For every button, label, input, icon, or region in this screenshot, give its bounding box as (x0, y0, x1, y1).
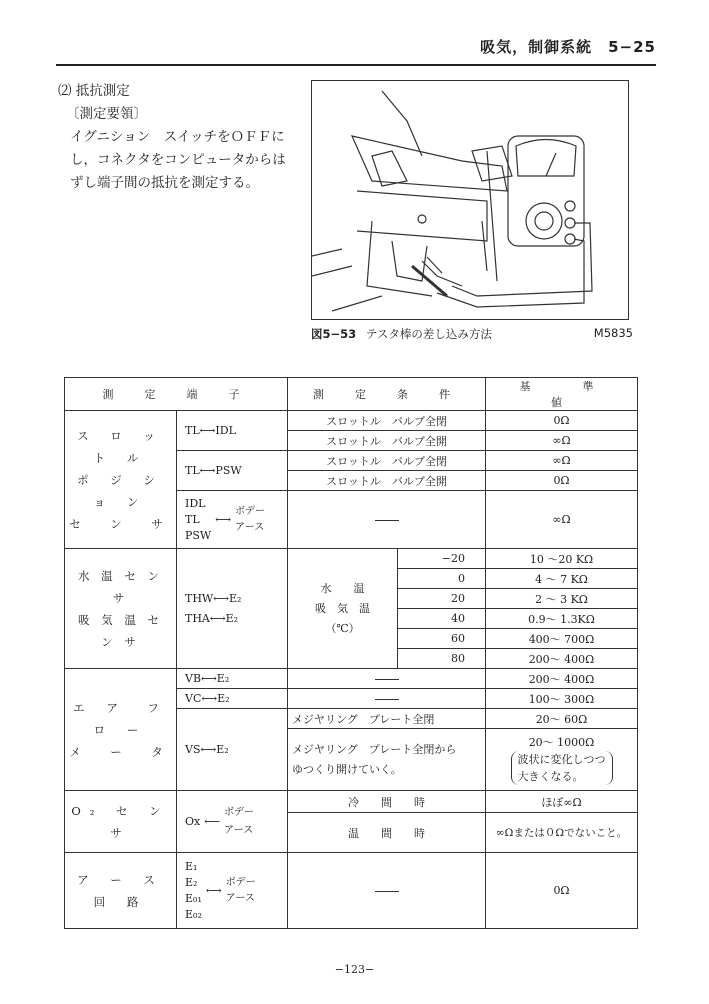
temp-value: −20 (398, 549, 486, 569)
sensor-line: セ ン サ (69, 516, 172, 531)
condition-none (288, 669, 486, 689)
standard-value: 400〜 700Ω (486, 629, 638, 649)
cond-line: メジヤリング プレート全閉から (292, 742, 457, 756)
temp-value: 0 (398, 569, 486, 589)
terminal: アース (224, 824, 254, 836)
condition: メジヤリング プレート全閉 (288, 709, 486, 729)
table-row (65, 669, 638, 689)
arrow-icon: ⟷ (205, 883, 222, 897)
terminal-pair: THA⟷E₂ (185, 611, 239, 625)
dash-icon (375, 891, 399, 892)
dash-icon (375, 699, 399, 700)
standard-value: 0.9〜 1.3KΩ (486, 609, 638, 629)
terminal-pair: VC⟷E₂ (177, 689, 288, 709)
cond-line: 吸 気 温 (315, 601, 370, 615)
terminal: アース (235, 521, 265, 533)
sensor-line: 吸 気 温 セ ン サ (78, 612, 163, 649)
sensor-name-ground: ア ー ス 回 路 (65, 853, 177, 929)
sensor-name-o2: O₂ セ ン サ (65, 791, 177, 853)
sensor-line: 水 温 セ ン サ (78, 568, 163, 605)
col-header-terminal: 測 定 端 子 (65, 378, 288, 411)
standard-value: ∞Ωまたは０Ωでないこと。 (486, 813, 638, 853)
terminal-group-body (177, 491, 288, 549)
value-line: 20〜 1000Ω (528, 736, 595, 749)
figure-caption-text: テスタ棒の差し込み方法 (365, 327, 492, 341)
table-row (65, 411, 638, 431)
terminal: PSW (185, 528, 212, 542)
terminal-pair: TL⟷IDL (177, 411, 288, 451)
section-heading (58, 80, 298, 103)
terminal-pair: VS⟷E₂ (177, 709, 288, 791)
terminal-pair: THW⟷E₂ (185, 591, 242, 605)
standard-value: 200〜 400Ω (486, 669, 638, 689)
sensor-name-throttle (65, 411, 177, 549)
sensor-line: エ ア フ ロ ー (73, 700, 168, 737)
table-row (65, 549, 638, 569)
sensor-line: メ ー タ (69, 744, 172, 759)
temp-value: 20 (398, 589, 486, 609)
terminal-pair: TL⟷PSW (177, 451, 288, 491)
dash-icon (375, 679, 399, 680)
table-row (65, 853, 638, 929)
condition: スロットル バルブ全開 (288, 471, 486, 491)
resistance-spec-table (64, 377, 646, 929)
condition: 冷 間 時 (288, 791, 486, 813)
terminal: アース (225, 892, 255, 904)
terminal-group-o2 (177, 791, 288, 853)
standard-value: 0Ω (486, 411, 638, 431)
condition-none (288, 689, 486, 709)
value-note: 波状に変化しつつ (517, 753, 606, 766)
terminal: E₂ (185, 875, 198, 889)
section-subtitle: 〔測定要領〕 (66, 106, 147, 122)
tester-illustration (311, 80, 629, 320)
temp-value: 60 (398, 629, 486, 649)
condition-none (288, 853, 486, 929)
col-header-condition: 測 定 条 件 (288, 378, 486, 411)
value-note: 大きくなる。 (517, 770, 584, 783)
table-header-row (65, 378, 638, 411)
header-rule (56, 64, 656, 66)
temp-value: 80 (398, 649, 486, 669)
figure-caption (311, 326, 633, 342)
sensor-name-airflow (65, 669, 177, 791)
terminal: E₀₁ (185, 891, 202, 905)
standard-value: 0Ω (486, 471, 638, 491)
standard-value: 100〜 300Ω (486, 689, 638, 709)
temp-value: 40 (398, 609, 486, 629)
sensor-line: ポ ジ シ ョ ン (77, 472, 164, 509)
cond-line: 水 温 (320, 581, 365, 595)
terminal-pairs-temp (177, 549, 288, 669)
standard-value-range (486, 729, 638, 791)
terminal: ボデー (225, 876, 256, 888)
terminal: IDL (185, 496, 206, 510)
figure-number: 図5−53 (311, 327, 357, 341)
section-title: 抵抗測定 (75, 83, 130, 99)
condition: スロットル バルブ全開 (288, 431, 486, 451)
standard-value: 2 〜 3 KΩ (486, 589, 638, 609)
col-header-standard: 基 準 値 (486, 378, 638, 411)
table-row (65, 791, 638, 813)
page-header (56, 30, 656, 66)
standard-value: ∞Ω (486, 431, 638, 451)
section-number: ⑵ (58, 83, 72, 99)
arrow-icon: ⟷ (215, 512, 232, 526)
standard-value: ∞Ω (486, 451, 638, 471)
sensor-line: ス ロ ッ ト ル (77, 428, 164, 465)
standard-value: ∞Ω (486, 491, 638, 549)
figure-code: M5835 (593, 326, 633, 340)
body-line: ずし端子間の抵抗を測定する。 (70, 175, 259, 191)
standard-value: ほぼ∞Ω (486, 791, 638, 813)
terminal: Ox (185, 814, 201, 828)
standard-value: 4 〜 7 KΩ (486, 569, 638, 589)
condition: スロットル バルブ全閉 (288, 411, 486, 431)
body-line: し，コネクタをコンピュータからは (70, 152, 286, 168)
terminal: ボデー (224, 806, 255, 818)
arrow-icon: ⟵ (204, 814, 221, 828)
standard-value: 10 〜20 KΩ (486, 549, 638, 569)
terminal: TL (185, 512, 200, 526)
page-number: −123− (334, 963, 375, 976)
condition-none (288, 491, 486, 549)
cond-line: （℃） (325, 621, 360, 635)
condition-temp-label (288, 549, 398, 669)
terminal: E₁ (185, 859, 198, 873)
page-title: 吸気，制御系統 5−25 (480, 38, 656, 56)
condition: スロットル バルブ全閉 (288, 451, 486, 471)
body-line: イグニション スイッチをＯＦＦに (70, 129, 285, 145)
standard-value: 20〜 60Ω (486, 709, 638, 729)
sensor-name-temp (65, 549, 177, 669)
standard-value: 200〜 400Ω (486, 649, 638, 669)
procedure-section (58, 80, 298, 195)
dash-icon (375, 520, 399, 521)
standard-value: 0Ω (486, 853, 638, 929)
cond-line: ゆつくり開けていく。 (292, 762, 402, 776)
terminal-group-ground (177, 853, 288, 929)
condition: 温 間 時 (288, 813, 486, 853)
terminal: E₀₂ (185, 907, 202, 921)
terminal: ボデー (235, 505, 266, 517)
terminal-pair: VB⟷E₂ (177, 669, 288, 689)
condition (288, 729, 486, 791)
